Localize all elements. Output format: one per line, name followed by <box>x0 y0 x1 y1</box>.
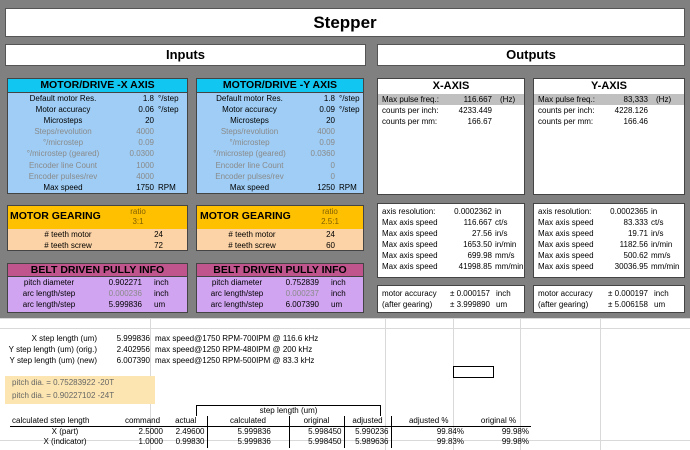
belt-x-title: BELT DRIVEN PULLY INFO <box>8 264 187 277</box>
param-value[interactable]: 1250 <box>317 182 335 192</box>
output-row <box>378 299 524 310</box>
motor-x-title: MOTOR/DRIVE -X AXIS <box>8 79 187 93</box>
table-header: command <box>120 416 165 427</box>
output-value: 1182.56 <box>619 240 648 249</box>
motor-x-panel <box>7 78 188 194</box>
param-value[interactable]: 0.09 <box>319 105 335 115</box>
step-row-value: 2.402956 <box>116 345 150 354</box>
gearing-y-teeth-screw[interactable]: 60 <box>326 241 335 250</box>
step-row-label: Y step length (um) (orig.) <box>8 345 97 354</box>
output-label: motor accuracy <box>538 289 593 298</box>
output-value: 500.62 <box>623 251 648 260</box>
output-row <box>378 116 524 127</box>
belt-row <box>197 277 363 288</box>
param-value[interactable]: 0.09 <box>138 138 154 148</box>
param-unit <box>335 160 339 171</box>
belt-value: 0.000236 <box>108 289 142 299</box>
table-cell[interactable]: 99.98% <box>501 437 529 447</box>
pitch-notes <box>5 376 155 404</box>
param-row <box>8 182 187 193</box>
belt-label: pitch diameter <box>211 278 263 287</box>
param-unit <box>154 115 158 126</box>
output-row <box>378 228 524 239</box>
table-cell[interactable]: 0.99830 <box>175 437 205 447</box>
gearing-x-title: MOTOR GEARING <box>10 210 101 222</box>
output-unit: in/min <box>651 240 673 249</box>
output-row <box>534 228 684 239</box>
output-x-title: X-AXIS <box>432 80 470 92</box>
param-row <box>197 104 363 115</box>
param-value[interactable]: 0.0300 <box>129 149 154 159</box>
param-unit <box>154 126 158 137</box>
belt-unit: um <box>331 300 343 310</box>
table-row <box>10 427 531 438</box>
output-label: counts per mm: <box>538 117 594 126</box>
output-label: counts per mm: <box>382 117 438 126</box>
belt-value: 0.000237 <box>285 289 319 299</box>
param-value[interactable]: 1000 <box>136 160 154 170</box>
output-value: 19.71 <box>627 229 648 238</box>
motor-y-panel <box>196 78 364 194</box>
param-unit <box>335 171 339 182</box>
output-x-accuracy-panel <box>377 285 525 313</box>
output-label: Max axis speed <box>382 251 438 260</box>
output-label: Max axis speed <box>382 240 438 249</box>
output-y-pulse: Max pulse freq.: 83,333 (Hz) <box>534 94 684 105</box>
param-label: °/microstep <box>229 138 270 148</box>
table-row <box>10 437 531 448</box>
param-label: Microsteps <box>43 116 83 126</box>
output-row <box>534 288 684 299</box>
step-row-note: max speed@1750 RPM-700IPM @ 116.6 kHz <box>155 334 319 343</box>
output-y-accuracy-panel <box>533 285 685 313</box>
param-row <box>8 104 187 115</box>
gearing-x-ratio-label: ratio <box>130 207 146 216</box>
param-unit: °/step <box>339 105 360 115</box>
output-y-axis-panel <box>533 203 685 278</box>
output-label: (after gearing) <box>382 300 433 309</box>
output-label: Max axis speed <box>382 218 438 227</box>
gearing-x-teeth-screw[interactable]: 72 <box>154 241 163 250</box>
param-row <box>8 171 187 182</box>
output-row <box>534 105 684 116</box>
param-row <box>197 126 363 137</box>
param-row <box>197 160 363 171</box>
param-row <box>197 93 363 104</box>
param-value[interactable]: 0.0360 <box>310 149 335 159</box>
output-value: ± 5.006158 <box>608 300 648 309</box>
output-row <box>378 288 524 299</box>
param-row <box>197 148 363 159</box>
table-header: calculated <box>207 416 289 427</box>
output-row <box>534 206 684 217</box>
belt-x-panel <box>7 263 188 313</box>
output-value: ± 0.000157 <box>450 289 490 298</box>
gearing-x-teeth-motor-label: # teeth motor <box>44 230 92 239</box>
output-label: motor accuracy <box>382 289 437 298</box>
param-value[interactable]: 4000 <box>317 127 335 137</box>
output-value: 41998.85 <box>458 262 492 271</box>
outputs-header: Outputs <box>377 44 685 66</box>
param-label: Motor accuracy <box>35 105 91 115</box>
table-cell[interactable]: 99.83% <box>436 437 464 447</box>
param-row <box>8 93 187 104</box>
output-unit: mm/min <box>651 262 680 271</box>
param-label: Encoder line Count <box>28 160 98 170</box>
belt-value: 5.999836 <box>108 300 142 310</box>
param-row <box>197 182 363 193</box>
output-label: counts per inch: <box>538 106 595 115</box>
param-label: Encoder line Count <box>215 160 284 170</box>
output-row <box>534 116 684 127</box>
output-value: 1653.50 <box>463 240 492 249</box>
gearing-y-panel <box>196 205 364 251</box>
output-x-panel <box>377 78 525 195</box>
gearing-y-ratio[interactable]: 2.5:1 <box>321 217 339 226</box>
param-unit <box>154 148 158 159</box>
step-row-note: max speed@1250 RPM-480IPM @ 200 kHz <box>155 345 313 354</box>
output-value: 0.0002365 <box>610 207 648 216</box>
table-header: adjusted <box>344 416 391 427</box>
output-label: (after gearing) <box>538 300 589 309</box>
output-unit: in <box>651 207 658 216</box>
belt-label: arc length/step <box>22 289 76 299</box>
param-value[interactable]: 4000 <box>136 171 154 181</box>
output-label: Max axis speed <box>382 262 438 271</box>
param-label: °/microstep (geared) <box>26 149 100 159</box>
param-label: Steps/revolution <box>220 127 279 137</box>
output-value: 4233.449 <box>458 106 492 115</box>
gearing-x-panel <box>7 205 188 251</box>
output-unit: ct/s <box>495 218 508 227</box>
param-label: Steps/revolution <box>34 127 92 137</box>
param-value[interactable]: 0.09 <box>319 138 335 148</box>
output-unit: in/min <box>495 240 517 249</box>
belt-row <box>8 288 187 299</box>
gearing-x-teeth-screw-label: # teeth screw <box>44 241 92 250</box>
output-row <box>378 217 524 228</box>
param-label: Microsteps <box>230 116 269 126</box>
output-value: 83.333 <box>623 218 648 227</box>
output-unit: in/s <box>495 229 508 238</box>
pitch-note-1: pitch dia. = 0.75283922 -20T <box>12 378 115 387</box>
output-label: axis resolution: <box>538 207 592 216</box>
output-unit: inch <box>496 289 511 298</box>
output-value: 4228.126 <box>614 106 648 115</box>
step-row-label: Y step length (um) (new) <box>9 356 97 365</box>
gearing-x-ratio[interactable]: 3:1 <box>132 217 144 226</box>
output-row <box>378 250 524 261</box>
param-unit <box>335 137 339 148</box>
param-label: Max speed <box>229 182 270 192</box>
output-label: Max axis speed <box>538 240 594 249</box>
output-x-axis-panel <box>377 203 525 278</box>
selected-cell[interactable] <box>453 366 494 378</box>
table-cell[interactable]: 5.989636 <box>344 437 391 448</box>
param-unit <box>335 126 339 137</box>
table-cell[interactable]: 2.49600 <box>175 427 205 436</box>
param-label: Encoder pulses/rev <box>215 171 284 181</box>
gearing-y-teeth-motor[interactable]: 24 <box>326 230 335 239</box>
param-value[interactable]: 20 <box>326 116 335 126</box>
output-label: Max axis speed <box>538 218 594 227</box>
output-value: 0.0002362 <box>454 207 492 216</box>
output-label: Max axis speed <box>538 251 594 260</box>
output-row <box>534 261 684 272</box>
param-value[interactable]: 1750 <box>136 182 154 192</box>
page-title: Stepper <box>5 8 685 37</box>
table-header: original <box>289 416 344 427</box>
output-value: 166.46 <box>623 117 648 126</box>
table-cell[interactable]: 99.84% <box>436 427 464 436</box>
output-y-title: Y-AXIS <box>590 80 628 92</box>
table-cell[interactable]: 1.0000 <box>138 437 163 447</box>
output-row <box>534 299 684 310</box>
table-header: actual <box>165 416 207 427</box>
belt-label: pitch diameter <box>23 278 75 287</box>
param-row <box>8 137 187 148</box>
gearing-x-teeth-motor[interactable]: 24 <box>154 230 163 239</box>
output-label: Max axis speed <box>538 229 594 238</box>
step-row-value: 5.999836 <box>116 334 150 343</box>
output-row <box>378 239 524 250</box>
param-label: Default motor Res. <box>29 94 97 103</box>
param-label: Default motor Res. <box>216 94 283 103</box>
table-cell[interactable]: 5.999836 <box>207 437 289 448</box>
belt-unit: inch <box>154 278 169 287</box>
table-cell[interactable]: 5.998450 <box>289 437 344 448</box>
output-row <box>378 206 524 217</box>
belt-unit: inch <box>331 278 346 287</box>
param-label: °/microstep <box>42 138 84 148</box>
param-label: Motor accuracy <box>222 105 277 115</box>
param-row <box>8 115 187 126</box>
output-row <box>534 239 684 250</box>
output-unit: in <box>495 207 502 216</box>
output-value: 699.98 <box>467 251 492 260</box>
param-unit <box>154 171 158 182</box>
step-length-group-header: step length (um) <box>196 405 381 416</box>
step-row-label: X step length (um) <box>31 334 97 343</box>
belt-row <box>197 288 363 299</box>
table-cell[interactable]: X (indicator) <box>43 437 87 447</box>
param-unit: °/step <box>158 94 179 103</box>
param-value[interactable]: 4000 <box>136 127 154 137</box>
param-row <box>197 137 363 148</box>
output-label: axis resolution: <box>382 207 436 216</box>
output-x-pulse: Max pulse freq.: 116.667 (Hz) <box>378 94 524 105</box>
output-label: Max axis speed <box>382 229 438 238</box>
output-value: 30036.95 <box>614 262 648 271</box>
param-label: Encoder pulses/rev <box>28 171 98 181</box>
output-row <box>378 105 524 116</box>
param-value[interactable]: 0 <box>330 160 335 170</box>
output-unit: um <box>496 300 508 309</box>
output-label: Max axis speed <box>538 262 594 271</box>
table-cell[interactable]: 2.5000 <box>138 427 163 436</box>
belt-row <box>8 299 187 310</box>
param-unit: °/step <box>158 105 179 115</box>
output-value: 27.56 <box>471 229 492 238</box>
belt-label: arc length/step <box>210 289 264 299</box>
output-value: ± 3.999890 <box>450 300 490 309</box>
inputs-header: Inputs <box>5 44 366 66</box>
param-label: °/microstep (geared) <box>213 149 286 159</box>
gearing-y-title: MOTOR GEARING <box>200 210 291 222</box>
belt-row <box>8 277 187 288</box>
output-y-panel <box>533 78 685 195</box>
belt-y-panel <box>196 263 364 313</box>
output-unit: in/s <box>651 229 664 238</box>
output-unit: mm/s <box>495 251 515 260</box>
output-label: counts per inch: <box>382 106 439 115</box>
param-unit: RPM <box>158 182 176 192</box>
step-length-table <box>10 416 531 448</box>
step-row-value: 6.007390 <box>116 356 150 365</box>
param-row <box>197 171 363 182</box>
output-row <box>534 217 684 228</box>
param-unit: °/step <box>339 94 360 103</box>
output-unit: ct/s <box>651 218 664 227</box>
belt-unit: inch <box>331 289 346 299</box>
belt-unit: inch <box>154 289 169 299</box>
param-row <box>8 160 187 171</box>
gearing-y-teeth-screw-label: # teeth screw <box>228 241 276 250</box>
output-row <box>378 261 524 272</box>
table-cell[interactable]: X (part) <box>51 427 79 436</box>
pitch-note-2: pitch dia. = 0.90227102 -24T <box>12 391 115 400</box>
belt-label: arc length/step <box>210 300 264 310</box>
table-header: original % <box>466 416 531 427</box>
output-unit: mm/s <box>651 251 671 260</box>
param-unit <box>154 160 158 171</box>
output-value: ± 0.000197 <box>608 289 648 298</box>
gearing-y-ratio-label: ratio <box>322 207 338 216</box>
belt-label: arc length/step <box>22 300 76 310</box>
belt-value: 0.752839 <box>285 278 319 287</box>
param-value[interactable]: 20 <box>145 116 154 126</box>
output-value: 116.667 <box>463 218 492 227</box>
param-row <box>8 148 187 159</box>
step-row-note: max speed@1250 RPM-500IPM @ 83.3 kHz <box>155 356 315 365</box>
output-unit: mm/min <box>495 262 524 271</box>
output-unit: inch <box>654 289 669 298</box>
output-unit: um <box>654 300 666 309</box>
output-value: 166.67 <box>467 117 492 126</box>
param-value[interactable]: 1.8 <box>142 94 154 103</box>
belt-row <box>197 299 363 310</box>
belt-value: 6.007390 <box>285 300 319 310</box>
table-cell[interactable]: 5.990236 <box>344 427 391 438</box>
param-row <box>8 126 187 137</box>
param-unit <box>335 115 339 126</box>
motor-y-title: MOTOR/DRIVE -Y AXIS <box>197 79 363 93</box>
param-unit: RPM <box>339 182 357 192</box>
table-cell[interactable]: 99.98% <box>501 427 529 436</box>
table-cell[interactable]: 5.998450 <box>289 427 344 438</box>
param-unit <box>154 137 158 148</box>
param-value[interactable]: 1.8 <box>323 94 335 103</box>
belt-y-title: BELT DRIVEN PULLY INFO <box>197 264 363 277</box>
table-cell[interactable]: 5.999836 <box>207 427 289 438</box>
gearing-y-teeth-motor-label: # teeth motor <box>228 230 276 239</box>
param-value[interactable]: 0.06 <box>138 105 154 115</box>
belt-value: 0.902271 <box>108 278 142 287</box>
param-value[interactable]: 0 <box>330 171 335 181</box>
param-unit <box>335 148 339 159</box>
output-row <box>534 250 684 261</box>
param-row <box>197 115 363 126</box>
table-header: adjusted % <box>391 416 466 427</box>
param-label: Max speed <box>43 182 83 192</box>
belt-unit: um <box>154 300 166 310</box>
table-header: calculated step length <box>10 416 120 427</box>
